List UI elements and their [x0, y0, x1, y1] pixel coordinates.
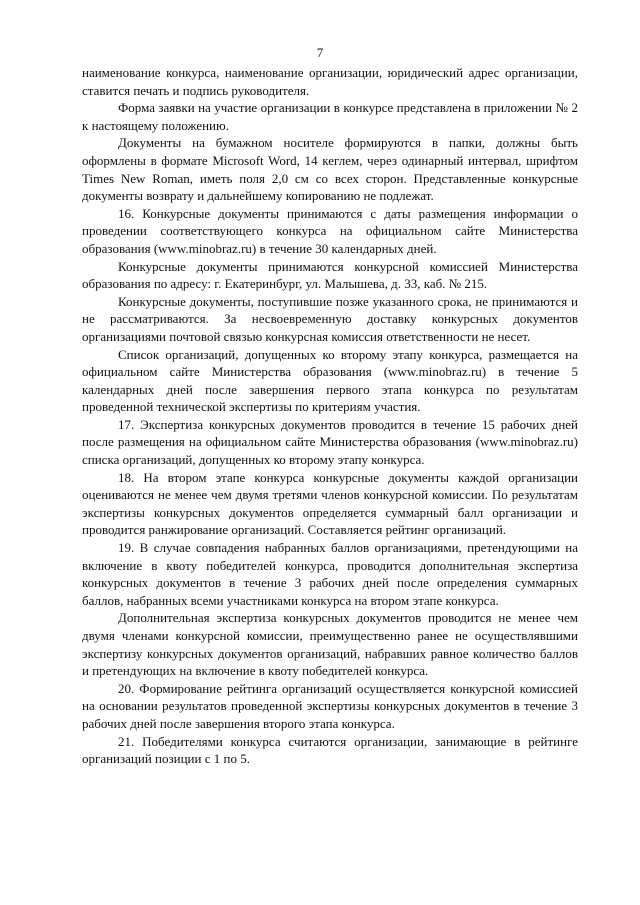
- paragraph-continuation: наименование конкурса, наименование организации, юридический адрес организации, ставится печать и подпись руководителя.: [82, 65, 578, 98]
- document-body: [82, 64, 578, 768]
- paragraph-item-19: 19. В случае совпадения набранных баллов организациями, претендующими на включение в квоту победителей конкурса, проводится дополнительная экспертиза конкурсных документов в течение 3 рабочих дней после определения суммарных баллов, набранных всеми участниками конкурса на втором этапе конкурса.: [82, 540, 578, 608]
- paragraph-item-16: 16. Конкурсные документы принимаются с даты размещения информации о проведении соответствующего конкурса на официальном сайте Министерства образования (www.minobraz.ru) в течение 30 календарных дней.: [82, 205, 578, 256]
- paragraph-item-21: 21. Победителями конкурса считаются организации, занимающие в рейтинге организаций позиции с 1 по 5.: [82, 733, 578, 767]
- page-number: 7: [316, 45, 324, 60]
- paragraph: Конкурсные документы принимаются конкурсной комиссией Министерства образования по адресу: г. Екатеринбург, ул. Малышева, д. 33, каб. № 215.: [82, 258, 578, 292]
- paragraph-item-18: 18. На втором этапе конкурса конкурсные документы каждой организации оцениваются не менее чем двумя третями членов конкурсной комиссии. По результатам экспертизы конкурсных документов определяется суммарный балл организации и проводится ранжирование организаций. Составляется рейтинг организаций.: [82, 469, 578, 538]
- paragraph: Дополнительная экспертиза конкурсных документов проводится не менее чем двумя членами конкурсной комиссии, преимущественно ранее не осуществлявшими экспертизу конкурсных документов организаций, набравших равное количество баллов и претендующих на включение в квоту победителей конкурса.: [82, 610, 578, 679]
- paragraph: Документы на бумажном носителе формируются в папки, должны быть оформлены в формате Microsoft Word, 14 кеглем, через одинарный интервал, шрифтом Times New Roman, иметь поля 2,0 см со всех сторон. Представленные конкурсные документы возврату и дальнейшему копированию не подлежат.: [82, 135, 578, 204]
- paragraph-item-20: 20. Формирование рейтинга организаций осуществляется конкурсной комиссией на основании результатов проведенной экспертизы конкурсных документов в течение 3 рабочих дней после завершения второго этапа конкурса.: [82, 680, 578, 731]
- paragraph: Конкурсные документы, поступившие позже указанного срока, не принимаются и не рассматриваются. За несвоевременную доставку конкурсных документов организациями почтовой связью конкурсная комиссия ответственности не несет.: [82, 293, 578, 344]
- paragraph-item-17: 17. Экспертиза конкурсных документов проводится в течение 15 рабочих дней после размещения на официальном сайте Министерства образования (www.minobraz.ru) списка организаций, допущенных ко второму этапу конкурса.: [82, 416, 578, 468]
- paragraph: Список организаций, допущенных ко второму этапу конкурса, размещается на официальном сайте Министерства образования (www.minobraz.ru) в течение 5 календарных дней после завершения первого этапа конкурса по результатам проведенной технической экспертизы по критериям участия.: [82, 346, 578, 415]
- paragraph: Форма заявки на участие организации в конкурсе представлена в приложении № 2 к настоящему положению.: [82, 100, 578, 133]
